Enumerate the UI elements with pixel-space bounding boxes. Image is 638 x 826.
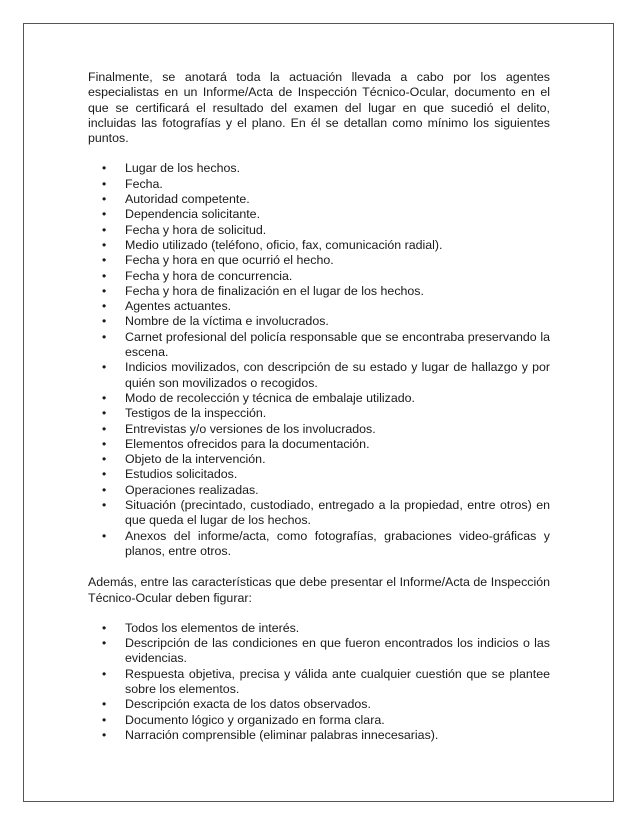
bullet-icon: • [102, 268, 107, 283]
list-item: • Fecha y hora de concurrencia. [102, 268, 293, 283]
bullet-icon: • [102, 176, 107, 191]
list-item: • Testigos de la inspección. [102, 406, 267, 421]
list-item: • Nombre de la víctima e involucrados. [102, 314, 329, 329]
bullet-icon: • [102, 161, 107, 176]
bullet-icon: • [102, 314, 107, 329]
bullet-icon: • [102, 467, 107, 482]
list-item: • Indicios movilizados, con descripción de su estado y lugar de hallazgo y por quién son movilizados o recogidos. [102, 360, 550, 390]
list-item: • Fecha. [102, 176, 163, 191]
bullet-icon: • [102, 253, 107, 268]
bullet-icon: • [102, 436, 107, 451]
bullet-icon: • [102, 222, 107, 237]
bullet-icon: • [102, 482, 107, 497]
list-item: • Descripción exacta de los datos observados. [102, 697, 371, 712]
list-item: • Medio utilizado (teléfono, oficio, fax, comunicación radial). [102, 237, 443, 252]
bullet-icon: • [102, 712, 107, 727]
list-item: • Fecha y hora en que ocurrió el hecho. [102, 253, 334, 268]
list-item: • Situación (precintado, custodiado, entregado a la propiedad, entre otros) en que queda el lugar de los hechos. [102, 498, 550, 528]
bullet-icon: • [102, 636, 107, 651]
bullet-icon: • [102, 237, 107, 252]
list-item: • Narración comprensible (eliminar palabras innecesarias). [102, 727, 439, 742]
list-item: • Modo de recolección y técnica de embalaje utilizado. [102, 390, 415, 405]
list-item: • Entrevistas y/o versiones de los involucrados. [102, 421, 376, 436]
intro-paragraph: Finalmente, se anotará toda la actuación llevada a cabo por los agentes especialistas en un Informe/Acta de Inspección Técnico-Ocular, documento en el que se certificará el resultado del examen del lugar en que sucedió el delito, incluidas las fotografías y el plano. En él se detallan como mínimo los siguientes puntos. [88, 70, 550, 146]
list-item: • Dependencia solicitante. [102, 207, 261, 222]
list-item: • Carnet profesional del policía responsable que se encontraba preservando la escena. [102, 329, 550, 360]
bullet-icon: • [102, 207, 107, 222]
list-item: • Objeto de la intervención. [102, 452, 266, 467]
bullet-icon: • [102, 697, 107, 712]
document-body [88, 70, 550, 743]
bullet-icon: • [102, 390, 107, 405]
list-item: • Documento lógico y organizado en forma clara. [102, 712, 385, 727]
points-list [88, 161, 550, 559]
bullet-icon: • [102, 192, 107, 207]
list-item: • Anexos del informe/acta, como fotografías, grabaciones video-gráficas y planos, entre otros. [102, 528, 550, 558]
bullet-icon: • [102, 329, 107, 344]
bullet-icon: • [102, 421, 107, 436]
characteristics-paragraph: Además, entre las características que debe presentar el Informe/Acta de Inspección Técnico-Ocular deben figurar: [88, 575, 550, 605]
list-item: • Agentes actuantes. [102, 299, 232, 314]
bullet-icon: • [102, 498, 107, 513]
bullet-icon: • [102, 620, 107, 635]
list-item: • Descripción de las condiciones en que fueron encontrados los indicios o las evidencias. [102, 636, 550, 666]
characteristics-list [88, 621, 550, 743]
list-item: • Autoridad competente. [102, 192, 250, 207]
list-item: • Estudios solicitados. [102, 467, 238, 482]
bullet-icon: • [102, 666, 107, 681]
bullet-icon: • [102, 360, 107, 375]
bullet-icon: • [102, 299, 107, 314]
list-item: • Todos los elementos de interés. [102, 620, 300, 635]
list-item: • Operaciones realizadas. [102, 482, 259, 497]
list-item: • Elementos ofrecidos para la documentación. [102, 436, 370, 451]
bullet-icon: • [102, 283, 107, 298]
bullet-icon: • [102, 528, 107, 543]
list-item: • Lugar de los hechos. [102, 161, 241, 176]
list-item: • Fecha y hora de solicitud. [102, 222, 267, 237]
bullet-icon: • [102, 452, 107, 467]
list-item: • Fecha y hora de finalización en el lugar de los hechos. [102, 283, 424, 298]
list-item: • Respuesta objetiva, precisa y válida ante cualquier cuestión que se plantee sobre los elementos. [102, 666, 550, 696]
bullet-icon: • [102, 727, 107, 742]
bullet-icon: • [102, 406, 107, 421]
